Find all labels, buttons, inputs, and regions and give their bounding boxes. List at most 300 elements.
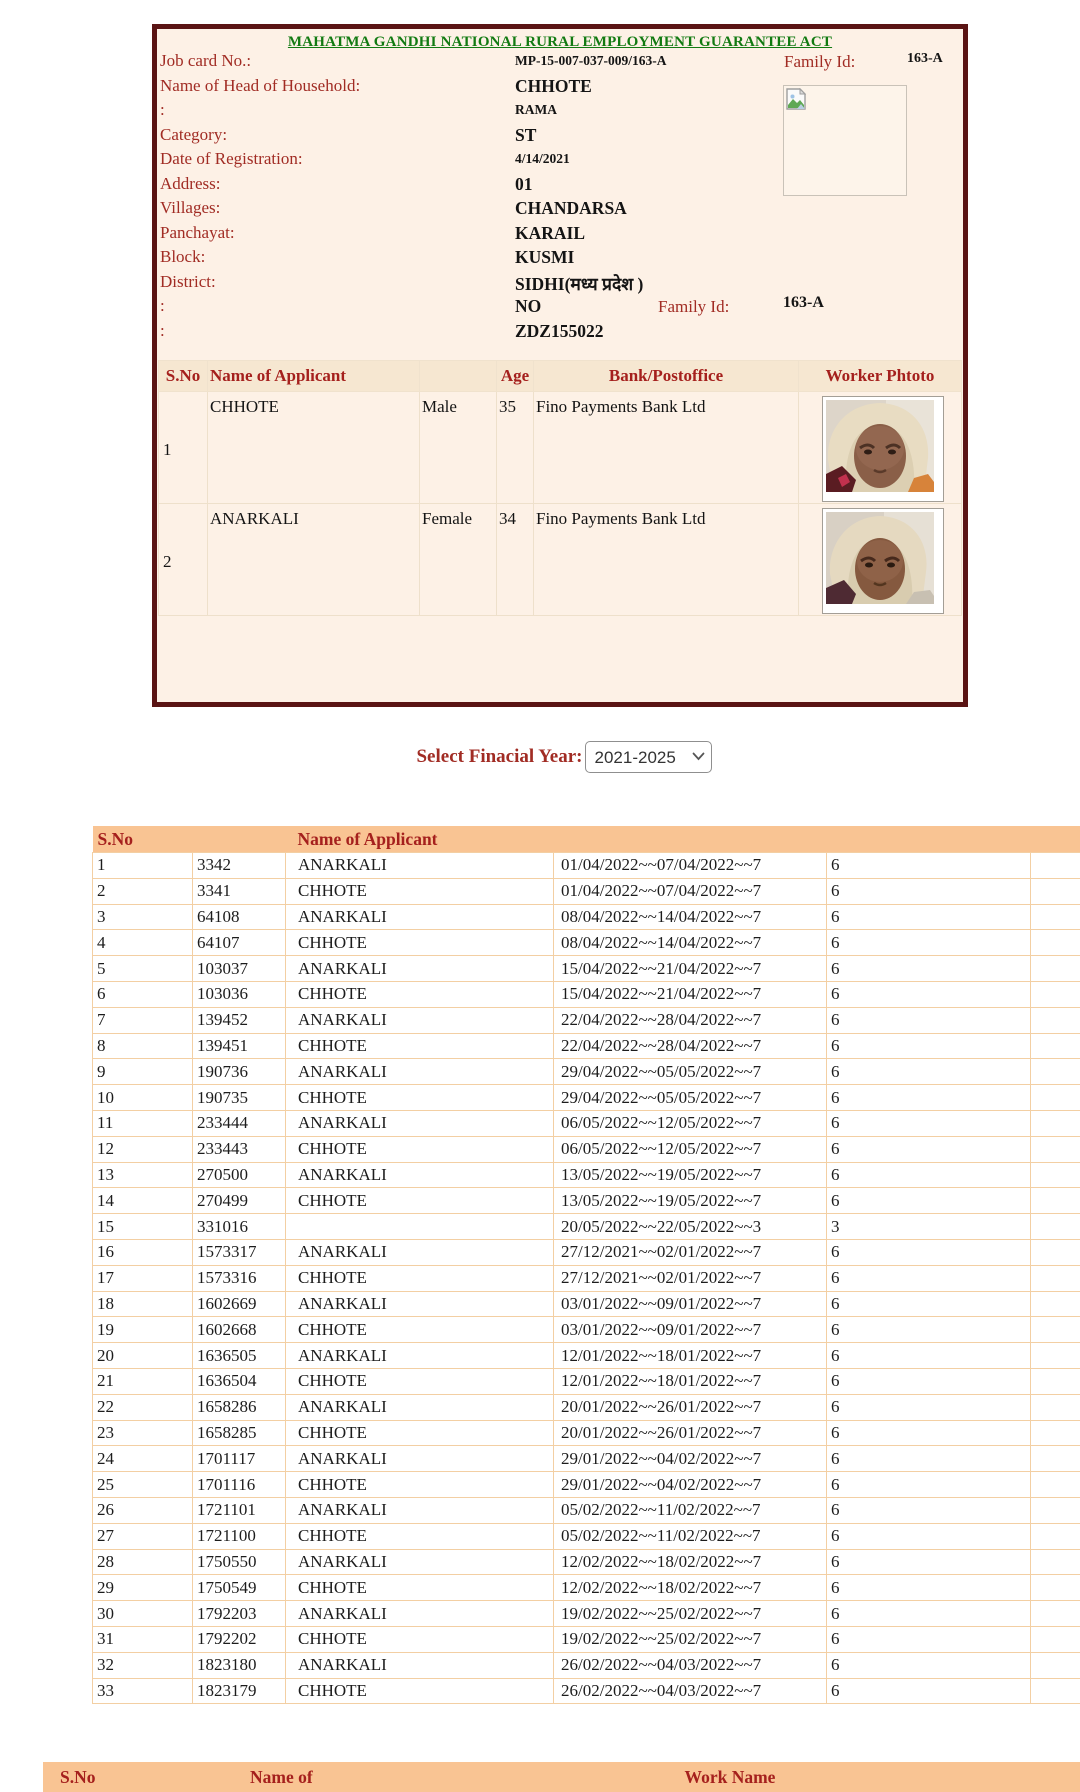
muster-cell: 1573317 — [193, 1239, 286, 1265]
muster-cell: CHHOTE — [286, 1317, 554, 1343]
applicant-name: CHHOTE — [208, 392, 420, 504]
muster-row — [93, 1033, 1080, 1059]
muster-cell: 6 — [827, 1239, 1031, 1265]
muster-cell: 20 — [93, 1343, 193, 1369]
muster-row — [93, 1601, 1080, 1627]
muster-cell: 64108 — [193, 904, 286, 930]
field-value: 4/14/2021 — [515, 151, 570, 167]
muster-cell: 15 — [93, 1214, 193, 1240]
muster-cell: CHHOTE — [286, 930, 554, 956]
field-label: Job card No.: — [160, 51, 251, 71]
broken-image-icon — [786, 88, 806, 110]
muster-row — [93, 1549, 1080, 1575]
muster-row — [93, 1291, 1080, 1317]
muster-cell — [1031, 1472, 1080, 1498]
muster-cell: ANARKALI — [286, 1394, 554, 1420]
muster-cell: 6 — [827, 1162, 1031, 1188]
works-header-name: Name of — [250, 1767, 450, 1788]
muster-cell: ANARKALI — [286, 1446, 554, 1472]
muster-cell — [1031, 1343, 1080, 1369]
muster-cell: 3341 — [193, 878, 286, 904]
muster-row — [93, 1420, 1080, 1446]
applicant-name: ANARKALI — [208, 504, 420, 616]
muster-cell: 29/01/2022~~04/02/2022~~7 — [554, 1446, 827, 1472]
muster-cell: 6 — [827, 1652, 1031, 1678]
muster-cell: 19/02/2022~~25/02/2022~~7 — [554, 1626, 827, 1652]
muster-cell: 6 — [827, 1549, 1031, 1575]
muster-cell: 6 — [827, 1136, 1031, 1162]
field-value: KUSMI — [515, 247, 574, 268]
muster-cell: 22/04/2022~~28/04/2022~~7 — [554, 1007, 827, 1033]
muster-cell: 6 — [827, 981, 1031, 1007]
muster-cell: 6 — [827, 1085, 1031, 1111]
muster-cell — [1031, 1497, 1080, 1523]
muster-cell — [1031, 930, 1080, 956]
field-label: : — [160, 100, 165, 120]
muster-cell: 12 — [93, 1136, 193, 1162]
family-id-label: Family Id: — [658, 297, 729, 317]
muster-row — [93, 1343, 1080, 1369]
muster-cell: 331016 — [193, 1214, 286, 1240]
muster-cell: 6 — [827, 1317, 1031, 1343]
muster-cell: ANARKALI — [286, 1652, 554, 1678]
muster-cell: 6 — [827, 904, 1031, 930]
muster-cell: 27/12/2021~~02/01/2022~~7 — [554, 1239, 827, 1265]
muster-cell: 6 — [827, 1291, 1031, 1317]
muster-cell: 26/02/2022~~04/03/2022~~7 — [554, 1678, 827, 1704]
muster-cell: CHHOTE — [286, 1678, 554, 1704]
muster-header-empty — [827, 826, 1031, 853]
col-header-sno: S.No — [159, 361, 208, 392]
muster-cell: 6 — [827, 1033, 1031, 1059]
col-header-gender — [420, 361, 497, 392]
muster-cell: 17 — [93, 1265, 193, 1291]
applicants-table — [158, 360, 962, 616]
financial-year-select[interactable] — [585, 741, 712, 773]
muster-row — [93, 981, 1080, 1007]
muster-cell — [1031, 1265, 1080, 1291]
muster-cell — [286, 1214, 554, 1240]
muster-cell: 5 — [93, 956, 193, 982]
muster-cell — [1031, 1214, 1080, 1240]
muster-cell: CHHOTE — [286, 1033, 554, 1059]
muster-cell: 03/01/2022~~09/01/2022~~7 — [554, 1317, 827, 1343]
col-header-bank: Bank/Postoffice — [534, 361, 799, 392]
applicant-photo-cell — [799, 392, 962, 504]
applicant-row — [159, 504, 962, 616]
field-label: : — [160, 321, 165, 341]
muster-cell — [1031, 1059, 1080, 1085]
applicant-gender: Female — [420, 504, 497, 616]
muster-row — [93, 1368, 1080, 1394]
muster-row — [93, 1188, 1080, 1214]
worker-photo — [822, 508, 944, 614]
muster-cell — [1031, 1085, 1080, 1111]
family-id-label: Family Id: — [784, 52, 855, 72]
muster-cell: 14 — [93, 1188, 193, 1214]
field-value: NO — [515, 296, 541, 317]
muster-row — [93, 1085, 1080, 1111]
muster-cell: 1823180 — [193, 1652, 286, 1678]
muster-cell: 6 — [93, 981, 193, 1007]
muster-cell: 1636505 — [193, 1343, 286, 1369]
muster-cell: 3342 — [193, 853, 286, 879]
applicant-bank: Fino Payments Bank Ltd — [534, 392, 799, 504]
muster-cell: 64107 — [193, 930, 286, 956]
muster-cell — [1031, 1368, 1080, 1394]
muster-row — [93, 1678, 1080, 1704]
muster-cell — [1031, 853, 1080, 879]
muster-cell — [1031, 1291, 1080, 1317]
muster-cell: 103037 — [193, 956, 286, 982]
muster-cell: 1602668 — [193, 1317, 286, 1343]
financial-year-label: Select Finacial Year: — [416, 746, 582, 768]
muster-cell — [1031, 1136, 1080, 1162]
field-value: CHANDARSA — [515, 198, 627, 219]
field-label: Category: — [160, 125, 227, 145]
muster-cell: 233443 — [193, 1136, 286, 1162]
family-id-value: 163-A — [783, 294, 824, 312]
muster-cell: ANARKALI — [286, 1497, 554, 1523]
muster-cell: 19/02/2022~~25/02/2022~~7 — [554, 1601, 827, 1627]
muster-cell: 20/05/2022~~22/05/2022~~3 — [554, 1214, 827, 1240]
muster-cell: 1701117 — [193, 1446, 286, 1472]
muster-row — [93, 1214, 1080, 1240]
muster-row — [93, 1472, 1080, 1498]
muster-cell — [1031, 1420, 1080, 1446]
muster-cell: 12/01/2022~~18/01/2022~~7 — [554, 1343, 827, 1369]
muster-cell — [1031, 1652, 1080, 1678]
muster-cell: 06/05/2022~~12/05/2022~~7 — [554, 1110, 827, 1136]
muster-cell — [1031, 904, 1080, 930]
muster-cell: 6 — [827, 930, 1031, 956]
head-photo-placeholder — [783, 85, 907, 196]
muster-cell — [1031, 1549, 1080, 1575]
col-header-age: Age — [497, 361, 534, 392]
muster-cell: CHHOTE — [286, 1420, 554, 1446]
muster-cell: CHHOTE — [286, 981, 554, 1007]
muster-cell — [1031, 956, 1080, 982]
applicants-header-row — [159, 361, 962, 392]
muster-cell: CHHOTE — [286, 878, 554, 904]
muster-cell: CHHOTE — [286, 1188, 554, 1214]
muster-cell: ANARKALI — [286, 1007, 554, 1033]
muster-row — [93, 1497, 1080, 1523]
field-panchayat — [157, 223, 963, 248]
muster-row — [93, 1162, 1080, 1188]
field-label: Panchayat: — [160, 223, 235, 243]
muster-cell: ANARKALI — [286, 1601, 554, 1627]
muster-cell — [1031, 1007, 1080, 1033]
muster-cell: 3 — [827, 1214, 1031, 1240]
muster-cell: 6 — [827, 1007, 1031, 1033]
muster-cell: ANARKALI — [286, 1343, 554, 1369]
muster-cell: 6 — [827, 1446, 1031, 1472]
muster-cell: 6 — [827, 878, 1031, 904]
muster-cell: 13/05/2022~~19/05/2022~~7 — [554, 1162, 827, 1188]
muster-cell: 7 — [93, 1007, 193, 1033]
worker-photo-image — [826, 512, 934, 604]
muster-cell: 05/02/2022~~11/02/2022~~7 — [554, 1523, 827, 1549]
muster-cell — [1031, 1626, 1080, 1652]
field-value: RAMA — [515, 102, 557, 118]
muster-cell: 1658285 — [193, 1420, 286, 1446]
muster-cell: 20/01/2022~~26/01/2022~~7 — [554, 1420, 827, 1446]
muster-header-name: Name of Applicant — [286, 826, 554, 853]
field-value: SIDHI(मध्य प्रदेश ) — [515, 272, 643, 296]
muster-cell: CHHOTE — [286, 1085, 554, 1111]
muster-row — [93, 1575, 1080, 1601]
muster-cell — [1031, 1110, 1080, 1136]
applicant-sno: 2 — [159, 504, 208, 616]
muster-cell: 05/02/2022~~11/02/2022~~7 — [554, 1497, 827, 1523]
muster-cell: 03/01/2022~~09/01/2022~~7 — [554, 1291, 827, 1317]
muster-cell: 2 — [93, 878, 193, 904]
muster-row — [93, 1626, 1080, 1652]
field-label: District: — [160, 272, 216, 292]
muster-cell: ANARKALI — [286, 904, 554, 930]
field-value: KARAIL — [515, 223, 585, 244]
muster-cell: 6 — [827, 853, 1031, 879]
muster-cell: 1750550 — [193, 1549, 286, 1575]
muster-cell: 21 — [93, 1368, 193, 1394]
muster-cell: 18 — [93, 1291, 193, 1317]
muster-cell: 139451 — [193, 1033, 286, 1059]
muster-cell: 139452 — [193, 1007, 286, 1033]
muster-cell: 9 — [93, 1059, 193, 1085]
muster-cell: CHHOTE — [286, 1626, 554, 1652]
field-label: Block: — [160, 247, 205, 267]
works-header-sno: S.No — [43, 1767, 250, 1788]
muster-cell: ANARKALI — [286, 1110, 554, 1136]
muster-cell: CHHOTE — [286, 1575, 554, 1601]
muster-row — [93, 1446, 1080, 1472]
field-value: ST — [515, 125, 536, 146]
applicant-age: 34 — [497, 504, 534, 616]
muster-cell: 32 — [93, 1652, 193, 1678]
field-block — [157, 247, 963, 272]
muster-header-empty — [1031, 826, 1080, 853]
muster-cell: 1750549 — [193, 1575, 286, 1601]
muster-cell: 6 — [827, 1523, 1031, 1549]
muster-cell: 4 — [93, 930, 193, 956]
muster-cell — [1031, 1446, 1080, 1472]
muster-cell: 22 — [93, 1394, 193, 1420]
muster-row — [93, 878, 1080, 904]
muster-cell: 6 — [827, 1343, 1031, 1369]
applicant-photo-cell — [799, 504, 962, 616]
muster-cell — [1031, 1523, 1080, 1549]
muster-cell: 6 — [827, 1059, 1031, 1085]
applicant-row — [159, 392, 962, 504]
field-label: Name of Head of Household: — [160, 76, 360, 96]
muster-cell: CHHOTE — [286, 1523, 554, 1549]
muster-cell: 12/02/2022~~18/02/2022~~7 — [554, 1549, 827, 1575]
muster-row — [93, 1007, 1080, 1033]
muster-cell: CHHOTE — [286, 1368, 554, 1394]
muster-header-sno: S.No — [93, 826, 193, 853]
muster-cell: 6 — [827, 1265, 1031, 1291]
muster-cell: 12/02/2022~~18/02/2022~~7 — [554, 1575, 827, 1601]
applicant-bank: Fino Payments Bank Ltd — [534, 504, 799, 616]
muster-cell: 1792203 — [193, 1601, 286, 1627]
muster-cell: 6 — [827, 1110, 1031, 1136]
muster-cell: 12/01/2022~~18/01/2022~~7 — [554, 1368, 827, 1394]
field-jobcard-no — [157, 51, 963, 76]
muster-cell: 30 — [93, 1601, 193, 1627]
muster-cell: 10 — [93, 1085, 193, 1111]
muster-row — [93, 956, 1080, 982]
muster-row — [93, 1523, 1080, 1549]
field-villages — [157, 198, 963, 223]
muster-row — [93, 1265, 1080, 1291]
muster-row — [93, 904, 1080, 930]
muster-cell: 1701116 — [193, 1472, 286, 1498]
muster-cell: 29/04/2022~~05/05/2022~~7 — [554, 1085, 827, 1111]
muster-cell: 1721100 — [193, 1523, 286, 1549]
muster-cell: 6 — [827, 1626, 1031, 1652]
muster-cell: 8 — [93, 1033, 193, 1059]
muster-cell: 01/04/2022~~07/04/2022~~7 — [554, 878, 827, 904]
muster-cell: 233444 — [193, 1110, 286, 1136]
muster-cell: 20/01/2022~~26/01/2022~~7 — [554, 1394, 827, 1420]
muster-cell: 28 — [93, 1549, 193, 1575]
muster-row — [93, 1110, 1080, 1136]
muster-cell — [1031, 1239, 1080, 1265]
muster-header-empty — [554, 826, 827, 853]
muster-header-empty — [193, 826, 286, 853]
muster-cell — [1031, 1394, 1080, 1420]
muster-cell: 29/01/2022~~04/02/2022~~7 — [554, 1472, 827, 1498]
field-label: Address: — [160, 174, 220, 194]
muster-cell: 13/05/2022~~19/05/2022~~7 — [554, 1188, 827, 1214]
worker-photo-image — [826, 400, 934, 492]
muster-row — [93, 1317, 1080, 1343]
applicant-age: 35 — [497, 392, 534, 504]
muster-cell: 16 — [93, 1239, 193, 1265]
muster-cell: 1658286 — [193, 1394, 286, 1420]
muster-row — [93, 1136, 1080, 1162]
muster-cell: 6 — [827, 1575, 1031, 1601]
muster-cell: ANARKALI — [286, 1162, 554, 1188]
muster-cell: 25 — [93, 1472, 193, 1498]
col-header-name: Name of Applicant — [208, 361, 420, 392]
muster-cell: 6 — [827, 1472, 1031, 1498]
muster-cell: 31 — [93, 1626, 193, 1652]
act-title: MAHATMA GANDHI NATIONAL RURAL EMPLOYMENT GUARANTEE ACT — [157, 34, 963, 51]
muster-cell: 1636504 — [193, 1368, 286, 1394]
muster-cell: 29 — [93, 1575, 193, 1601]
muster-cell: 6 — [827, 1601, 1031, 1627]
muster-cell: 24 — [93, 1446, 193, 1472]
muster-row — [93, 853, 1080, 879]
muster-cell: 190735 — [193, 1085, 286, 1111]
muster-cell: 26 — [93, 1497, 193, 1523]
muster-cell: 23 — [93, 1420, 193, 1446]
muster-cell — [1031, 1678, 1080, 1704]
worker-photo — [822, 396, 944, 502]
muster-cell: 1602669 — [193, 1291, 286, 1317]
field-label: Date of Registration: — [160, 149, 303, 169]
muster-roll-table — [92, 826, 1080, 1704]
muster-cell — [1031, 1575, 1080, 1601]
financial-year-select-wrap — [585, 741, 712, 773]
muster-cell: 22/04/2022~~28/04/2022~~7 — [554, 1033, 827, 1059]
muster-cell: 1573316 — [193, 1265, 286, 1291]
field-value: MP-15-007-037-009/163-A — [515, 53, 666, 69]
muster-cell — [1031, 981, 1080, 1007]
field-value: 01 — [515, 174, 533, 195]
muster-cell: 27 — [93, 1523, 193, 1549]
muster-cell: ANARKALI — [286, 956, 554, 982]
muster-cell: CHHOTE — [286, 1136, 554, 1162]
muster-cell — [1031, 1317, 1080, 1343]
financial-year-row — [0, 740, 1080, 774]
muster-cell: ANARKALI — [286, 1239, 554, 1265]
field-district — [157, 272, 963, 297]
muster-row — [93, 1652, 1080, 1678]
muster-cell: 08/04/2022~~14/04/2022~~7 — [554, 904, 827, 930]
muster-cell — [1031, 878, 1080, 904]
col-header-photo: Worker Phtoto — [799, 361, 962, 392]
works-header-workname: Work Name — [450, 1767, 1010, 1788]
muster-cell: 103036 — [193, 981, 286, 1007]
muster-cell: 270500 — [193, 1162, 286, 1188]
muster-cell: 15/04/2022~~21/04/2022~~7 — [554, 981, 827, 1007]
muster-cell — [1031, 1162, 1080, 1188]
muster-cell: 33 — [93, 1678, 193, 1704]
muster-cell: CHHOTE — [286, 1265, 554, 1291]
muster-cell — [1031, 1188, 1080, 1214]
muster-cell: 1792202 — [193, 1626, 286, 1652]
muster-cell: 08/04/2022~~14/04/2022~~7 — [554, 930, 827, 956]
muster-cell: 6 — [827, 1420, 1031, 1446]
field-epic-no — [157, 321, 963, 346]
muster-row — [93, 930, 1080, 956]
field-value: ZDZ155022 — [515, 321, 603, 342]
muster-cell: ANARKALI — [286, 1549, 554, 1575]
muster-cell: ANARKALI — [286, 1291, 554, 1317]
muster-row — [93, 1239, 1080, 1265]
field-bpl-status — [157, 296, 963, 321]
family-id-value: 163-A — [907, 51, 943, 67]
field-label: Villages: — [160, 198, 220, 218]
muster-header-row — [93, 826, 1080, 853]
muster-cell: 6 — [827, 1188, 1031, 1214]
muster-cell — [1031, 1601, 1080, 1627]
muster-cell: 1721101 — [193, 1497, 286, 1523]
muster-cell: 06/05/2022~~12/05/2022~~7 — [554, 1136, 827, 1162]
muster-cell: 270499 — [193, 1188, 286, 1214]
muster-cell: 29/04/2022~~05/05/2022~~7 — [554, 1059, 827, 1085]
muster-cell: 6 — [827, 1678, 1031, 1704]
job-card-panel — [152, 24, 968, 707]
muster-cell: 15/04/2022~~21/04/2022~~7 — [554, 956, 827, 982]
applicant-gender: Male — [420, 392, 497, 504]
muster-cell: 190736 — [193, 1059, 286, 1085]
field-value: CHHOTE — [515, 76, 592, 97]
muster-row — [93, 1394, 1080, 1420]
muster-cell: 6 — [827, 1497, 1031, 1523]
muster-cell: 13 — [93, 1162, 193, 1188]
muster-cell: 01/04/2022~~07/04/2022~~7 — [554, 853, 827, 879]
field-label: : — [160, 296, 165, 316]
muster-cell: 1 — [93, 853, 193, 879]
applicant-sno: 1 — [159, 392, 208, 504]
muster-row — [93, 1059, 1080, 1085]
muster-cell: CHHOTE — [286, 1472, 554, 1498]
muster-cell: 1823179 — [193, 1678, 286, 1704]
